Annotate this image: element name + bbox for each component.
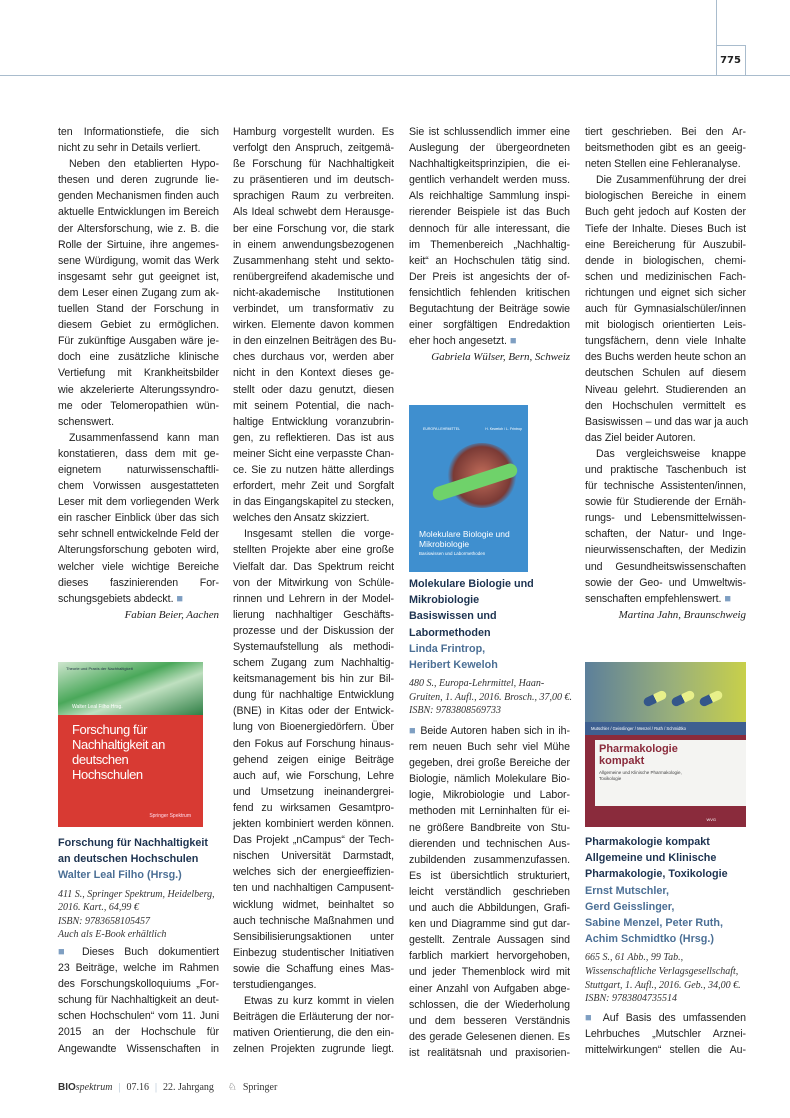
text-line: gegeben, drei große Bereiche der <box>409 757 570 770</box>
text-line: das Ziel beider Autoren. <box>585 431 696 444</box>
column-3-review-text <box>409 723 570 1061</box>
text-line: Neben den etablierten Hypo- <box>69 158 219 171</box>
text-line: Insgesamt stellen die vorge- <box>244 528 394 541</box>
text-line: nicht in den Kontext dieses ge- <box>233 367 394 380</box>
text-line: sene Würdigung, womit das Werk <box>58 254 219 267</box>
text-line: neten Stellen eine Fehleranalyse. <box>585 158 741 171</box>
text-line: ten Informationstiefe, die sich <box>58 126 219 138</box>
text-line: zelnen Projekten zugrunde liegt. <box>233 1043 394 1056</box>
text-line: Zusammenfassend kann man <box>69 431 219 444</box>
text-line: Basiswissen – und das war ja auch <box>585 415 749 428</box>
column-4-text <box>585 124 749 623</box>
text-line: dennoch für alle interessant, die <box>409 222 570 235</box>
text-line: Zusammenhang steht und sekto- <box>233 254 394 267</box>
text-line: lung von Bioenergiedörfern. Über <box>233 721 394 734</box>
text-line: dierenden und technischen Aus- <box>409 837 570 850</box>
column-1-review-text <box>58 944 219 1057</box>
cover-subtitle: Basiswissen und Labormethoden <box>419 551 486 556</box>
text-line: in das Eingangskapitel zu stecken, <box>233 496 394 509</box>
review-signature: Fabian Beier, Aachen <box>124 608 219 621</box>
text-line: ein rascher Einblick über das sich <box>58 512 219 525</box>
journal-name: BIOspektrum <box>58 1082 113 1093</box>
springer-logo-icon: ♘ <box>227 1082 237 1093</box>
text-line: welches sich der energieeffizien- <box>233 866 394 879</box>
text-line: Alterungsforschung geboten wird, <box>58 544 219 557</box>
book-detail-line: ISBN: 9783804735514 <box>585 993 677 1005</box>
text-line: fensichtlich fehlenden kritischen <box>409 286 570 299</box>
text-line: des Forschungskolloquiums „For- <box>58 978 219 991</box>
text-line: Die Zusammenführung der drei <box>596 174 746 187</box>
text-line: Etwas zu kurz kommt in vielen <box>244 995 394 1008</box>
text-line: sowie die Schaffung eines Mas- <box>233 962 394 975</box>
text-line: einer sorgfältigen Endredaktion <box>409 319 570 332</box>
text-line: zubildenden zusammenzufassen. <box>409 853 570 866</box>
text-line: schem Zugang zum Nachhaltig- <box>233 657 394 670</box>
text-line: Als reichhaltige Sammlung inspi- <box>409 190 570 203</box>
text-line: jekten kombiniert werden können. <box>233 818 394 831</box>
text-line: welcher viele wichtige Bereiche <box>58 560 219 573</box>
text-line: ■ Auf Basis des umfassenden <box>585 1012 746 1024</box>
text-line: haltige Entwicklung voranzubrin- <box>233 415 394 428</box>
book-info <box>58 835 233 942</box>
text-line: Das Projekt „nCampus“ der Tech- <box>233 834 394 847</box>
text-line: schung für Nachhaltigkeit an deut- <box>58 994 219 1007</box>
text-line: nicht-akademische Institutionen <box>233 286 394 299</box>
text-line: Auslegung der übergeordneten <box>409 142 570 155</box>
review-signature: Gabriela Wülser, Bern, Schweiz <box>431 351 570 364</box>
text-line: ken und Diagramme sind gut dar- <box>409 918 570 931</box>
text-line: einer Anzahl von Aufgaben abge- <box>409 982 570 995</box>
text-line: und Gesundheitswissenschaften <box>585 560 746 573</box>
text-line: Rolle der Sirtuine, ihre angemes- <box>58 238 219 251</box>
text-line: den Hochschulen vermittelt es <box>585 399 746 412</box>
footer: BIOspektrum | 07.16 | 22. Jahrgang ♘ Springer <box>58 1082 278 1093</box>
book-author: Walter Leal Filho (Hrsg.) <box>58 869 182 882</box>
text-line: stellt oder dazu genutzt, diesen <box>233 383 394 396</box>
cover-subtitle: Allgemeine und Klinische Pharmakologie, Toxikologie <box>599 770 682 781</box>
text-line: rinnen und Lehrern in der Model- <box>233 592 394 605</box>
book-cover-molekulare-biologie <box>409 405 528 572</box>
text-line: tungsfächern, denn viele Inhalte <box>585 335 746 348</box>
text-line: (BNE) in Kitas oder der Entwick- <box>233 705 394 718</box>
text-line: Niveau gelehrt. Studierenden an <box>585 383 746 396</box>
cover-editor: Walter Leal Filho Hrsg. <box>72 704 123 710</box>
text-line: insgesamt sehr gut geeignet ist, <box>58 270 219 283</box>
text-line: verbindet, um transformativ zu <box>233 303 394 316</box>
column-3-text <box>409 124 570 365</box>
text-line: schlossen, die der Wiederholung <box>409 998 570 1011</box>
text-line: erfordert, mehr Zeit und Sorgfalt <box>233 480 394 493</box>
book-detail-line: Auch als E-Book erhältlich <box>58 929 167 941</box>
text-line: terstudienganges. <box>233 978 317 991</box>
text-line: thesen und deren zugrunde lie- <box>58 174 219 187</box>
text-line: keitsmanagement bis hin zur Bil- <box>233 673 394 686</box>
text-line: des gerade Gelesenen dienen. Es <box>409 1030 570 1043</box>
text-line: Angewandte Wissenschaften in <box>58 1042 219 1055</box>
text-line: farblich markiert hervorgehoben, <box>409 950 570 963</box>
text-line: eignetem naturwissenschaftli- <box>58 463 219 476</box>
text-line: Systemaufstellung als methodi- <box>233 641 394 653</box>
cover-publisher: Springer Spektrum <box>149 813 191 819</box>
text-line: gentlich verhandelt werden muss. <box>409 174 570 187</box>
text-line: und praktische Taschenbuch ist <box>585 463 746 476</box>
publisher: Springer <box>242 1082 278 1093</box>
text-line: wicklung widmet, beinhaltet so <box>233 898 394 911</box>
text-line: tiert geschrieben. Bei den Ar- <box>585 126 746 138</box>
text-line: Sensibilisierungsaktionen unter <box>233 930 394 943</box>
text-line: auch auf, wie Forschung, Lehre <box>233 769 394 782</box>
text-line: in den einzelnen Beiträgen des Bu- <box>233 335 397 348</box>
text-line: schaften, der Natur- und Inge- <box>585 528 746 541</box>
text-line: schungsgebiets abdeckt. ■ <box>58 592 183 605</box>
book-info <box>585 834 760 1006</box>
issue: 07.16 <box>126 1082 149 1093</box>
text-line: schen und medizinischen Fach- <box>585 270 746 283</box>
text-line: schen Hochschulen“ vom 11. Juni <box>58 1010 219 1023</box>
book-title: Allgemeine und Klinische <box>585 852 717 865</box>
text-line: wie akzelerierte Alterungssyndro- <box>58 383 219 396</box>
column-4-review-text <box>585 1010 746 1058</box>
book-detail-line: Gruiten, 1. Aufl., 2016. Brosch., 37,00 €. <box>409 691 573 703</box>
text-line: Leser mit dem vorliegenden Werk <box>58 496 219 509</box>
text-line: ist realitätsnah und praxisorien- <box>409 1046 570 1059</box>
text-line: 23 Beiträge, welche im Rahmen <box>58 962 219 975</box>
book-author: Achim Schmidtko (Hrsg.) <box>585 933 714 946</box>
text-line: doch eine zusätzliche klinische <box>58 351 219 364</box>
text-line: mit seinem Potential, die nach- <box>233 399 394 412</box>
book-info <box>409 576 584 718</box>
text-line: senschaften empfehlenswert. ■ <box>585 592 731 605</box>
text-line: dung für nachhaltige Entwicklung <box>233 689 394 702</box>
text-line: wirken. Elemente davon kommen <box>233 319 394 332</box>
text-line: logie, Mikrobiologie und Labor- <box>409 789 570 802</box>
cover-title: Pharmakologie kompakt <box>599 743 678 767</box>
text-line: Hamburg vorgestellt wurden. Es <box>233 126 394 138</box>
text-line: dem Leser einen Zugang zum ak- <box>58 286 219 299</box>
text-line: und jeder Themenblock wird mit <box>409 966 570 979</box>
text-line: welches den Ansatz skizziert. <box>233 512 370 525</box>
text-line: tuellen Stand der Forschung in <box>58 303 219 316</box>
text-line: zu präsentieren und im deutsch- <box>233 174 394 187</box>
book-author: Sabine Menzel, Peter Ruth, <box>585 917 723 930</box>
text-line: sehr schnell entwickelnde Feld der <box>58 528 219 541</box>
text-line: den Fokus auf Forschung hinaus- <box>233 737 394 750</box>
book-title: Forschung für Nachhaltigkeit <box>58 837 208 849</box>
text-line: gen, zu reflektieren. Das ist aus <box>233 431 394 444</box>
book-details <box>409 677 584 718</box>
text-line: ■ Dieses Buch dokumentiert <box>58 946 219 958</box>
text-line: gehend zeigen einige Beiträge <box>233 753 394 766</box>
text-line: rierender Beispiele ist das Buch <box>409 206 570 219</box>
text-line: eher hoch angesetzt. ■ <box>409 335 517 348</box>
book-author: Gerd Geisslinger, <box>585 900 675 913</box>
book-title: an deutschen Hochschulen <box>58 853 199 866</box>
text-line: Einbezug studentischer Initiativen <box>233 946 394 959</box>
text-line: nischen Universität Darmstadt, <box>233 850 394 863</box>
text-line: lierung nachhaltiger Geschäfts- <box>233 608 394 621</box>
book-detail-line: 480 S., Europa-Lehrmittel, Haan- <box>409 678 545 690</box>
text-line: und dem besseren Verständnis <box>409 1014 570 1027</box>
text-line: und Umsetzung ineinandergrei- <box>233 785 394 798</box>
text-line: ne größere Bandbreite von Stu- <box>409 821 570 834</box>
text-line: chem Vorwissen ausgestatteten <box>58 480 219 493</box>
header-rule <box>0 75 790 76</box>
text-line: in einem anwendungsbezogenen <box>233 238 394 251</box>
text-line: Sie ist schlussendlich immer eine <box>409 126 570 138</box>
book-detail-line: Wissenschaftliche Verlagsgesellschaft, <box>585 966 739 978</box>
book-details <box>58 888 233 942</box>
text-line: ße Forschung für Nachhaltigkeit <box>233 158 394 171</box>
book-title: Pharmakologie, Toxikologie <box>585 868 728 881</box>
book-title: Labormethoden <box>409 626 491 639</box>
book-title: Mikrobiologie <box>409 594 480 607</box>
text-line: ten und nachhaltigen Campusent- <box>233 882 394 895</box>
text-line: dende in biologischen, chemi- <box>585 254 746 267</box>
text-line: Als Ideal schwebt dem Herausge- <box>233 206 394 219</box>
text-line: diesem Gebiet zu ermöglichen. <box>58 319 219 332</box>
text-line: rungs- und Lebensmittelwissen- <box>585 512 746 525</box>
cover-series: EUROPA LEHRMITTEL <box>423 427 461 431</box>
text-line: Nachhaltigkeitsprinzipien, die ei- <box>409 158 570 171</box>
text-line: Der Preis ist angesichts der of- <box>409 270 570 283</box>
text-line: nieurwissenschaften, der Medizin <box>585 544 746 557</box>
text-line: für technische Assistenten/innen, <box>585 480 746 493</box>
text-line: und auch die Abbildungen, Grafi- <box>409 902 570 915</box>
column-2-text <box>233 124 397 1057</box>
book-detail-line: ISBN: 9783808569733 <box>409 705 501 717</box>
text-line: nicht zu sehr in Details verliert. <box>58 142 201 155</box>
text-line: beitsmethoden gibt es an geeig- <box>585 142 746 155</box>
text-line: gestellt. Zentrale Aussagen sind <box>409 934 570 947</box>
cover-title: Molekulare Biologie und Mikrobiologie <box>419 529 510 549</box>
text-line: Tiefe der Inhalte. Dieses Buch ist <box>585 222 746 235</box>
text-line: dieses faszinierenden For- <box>58 576 219 589</box>
text-line: richtungen und eignet sich sicher <box>585 286 746 299</box>
text-line: prozesse und der Diskussion der <box>233 624 394 637</box>
book-author: Linda Frintrop, <box>409 642 486 655</box>
text-line: renübergreifend akademische und <box>233 270 394 283</box>
text-line: von der Mitwirkung von Schüle- <box>233 576 394 589</box>
text-line: auch für Gymnasialschüler/innen <box>585 303 746 316</box>
text-line: des Buchs werden heute schon an <box>585 351 746 364</box>
book-author: Ernst Mutschler, <box>585 884 669 897</box>
book-title: Molekulare Biologie und <box>409 578 534 590</box>
book-detail-line: Stuttgart, 1. Aufl., 2016. Geb., 34,00 €. <box>585 979 741 991</box>
text-line: me oder Telomeropathien wün- <box>58 399 219 412</box>
text-line: fend zu wirksamen Gesamtpro- <box>233 801 394 814</box>
text-line: sowie für Studierende der Ernäh- <box>585 496 746 509</box>
cover-editor: Mutschler / Geisslinger / Menzel / Ruth / Schmidtko <box>585 722 746 735</box>
text-line: eine Bereicherung für Auszubil- <box>585 238 746 251</box>
column-1-text <box>58 124 219 623</box>
book-title: Basiswissen und <box>409 610 497 623</box>
text-line: ches durchaus vor, werden aber <box>233 351 394 364</box>
text-line: leicht verständlich geschrieben <box>409 885 570 898</box>
book-detail-line: 411 S., Springer Spektrum, Heidelberg, <box>58 888 215 900</box>
text-line: Beiträgen die Erläuterung der nor- <box>233 1011 394 1024</box>
text-line: meiner Sicht eine verpasste Chan- <box>233 447 394 460</box>
text-line: Biologie, nämlich Molekulare Bio- <box>409 773 570 786</box>
cover-publisher: WVG <box>706 817 716 822</box>
text-line: im Themenbereich „Nachhaltig- <box>409 238 570 251</box>
book-author: Heribert Keweloh <box>409 659 498 672</box>
book-detail-line: 2016. Kart., 64,99 € <box>58 902 139 914</box>
text-line: der Altersforschung, wie z. B. die <box>58 222 219 235</box>
book-cover-pharmakologie <box>585 662 746 827</box>
book-detail-line: ISBN: 9783658105457 <box>58 915 150 927</box>
text-line: ■ Beide Autoren haben sich in ih- <box>409 725 570 737</box>
text-line: mit biologisch orientierten Leis- <box>585 319 746 332</box>
text-line: biologischen Bereiche in einem <box>585 190 746 203</box>
text-line: Es ist übersichtlich strukturiert, <box>409 869 570 882</box>
text-line: Begutachtung der Beiträge sowie <box>409 303 570 316</box>
text-line: sprachigen Raum zu verbreiten. <box>233 190 394 203</box>
text-line: schenswert. <box>58 415 114 428</box>
text-line: sowie der Geo- und Umweltwis- <box>585 576 746 589</box>
text-line: auch technische Maßnahmen und <box>233 914 394 927</box>
text-line: verfolgt den Anspruch, zeitgemä- <box>233 142 394 155</box>
book-cover-forschung <box>58 662 203 827</box>
page-number: 775 <box>716 45 746 75</box>
text-line: konstatieren, dass dem mit ge- <box>58 447 219 460</box>
text-line: Lehrbuches „Mutschler Arznei- <box>585 1028 746 1041</box>
text-line: genden Mechanismen finden auch <box>58 190 219 203</box>
text-line: stellten Projekte aber eine große <box>233 544 394 557</box>
review-signature: Martina Jahn, Braunschweig <box>618 608 746 621</box>
text-line: Vertiefung mit Krankheitsbilder <box>58 367 219 380</box>
text-line: methoden mit Lerninhalten für ei- <box>409 805 570 818</box>
volume: 22. Jahrgang <box>162 1082 214 1093</box>
book-details <box>585 951 760 1005</box>
text-line: mittelwirkungen“ stellen die Au- <box>585 1044 746 1057</box>
text-line: 2015 an der Hochschule für <box>58 1026 219 1039</box>
cover-series: Theorie und Praxis der Nachhaltigkeit <box>66 666 133 671</box>
text-line: ber eine Forschung vor, die stark <box>233 222 394 235</box>
text-line: rem neuen Buch sehr viel Mühe <box>409 741 570 754</box>
text-line: Vielfalt dar. Das Spektrum reicht <box>233 560 394 573</box>
text-line: Buch geht jedoch auf Kosten der <box>585 206 746 219</box>
text-line: aktuelle Entwicklungen im Bereich <box>58 206 219 219</box>
text-line: ce. Sie zu nutzen hätte allerdings <box>233 463 394 476</box>
book-title: Pharmakologie kompakt <box>585 836 710 848</box>
cover-title: Forschung für Nachhaltigkeit an deutschen Hochschulen <box>72 722 165 782</box>
text-line: Das vergleichsweise knappe <box>596 447 746 460</box>
cover-editor: H. Keweloh / L. Frintrop <box>485 427 522 431</box>
text-line: mativen Orientierung, die den ein- <box>233 1027 394 1040</box>
text-line: deutschen Schulen auf diesem <box>585 367 746 380</box>
text-line: keit“ an Hochschulen tätig sind. <box>409 254 570 267</box>
book-detail-line: 665 S., 61 Abb., 99 Tab., <box>585 952 684 964</box>
text-line: Für zukünftige Ausgaben wäre je- <box>58 335 219 348</box>
